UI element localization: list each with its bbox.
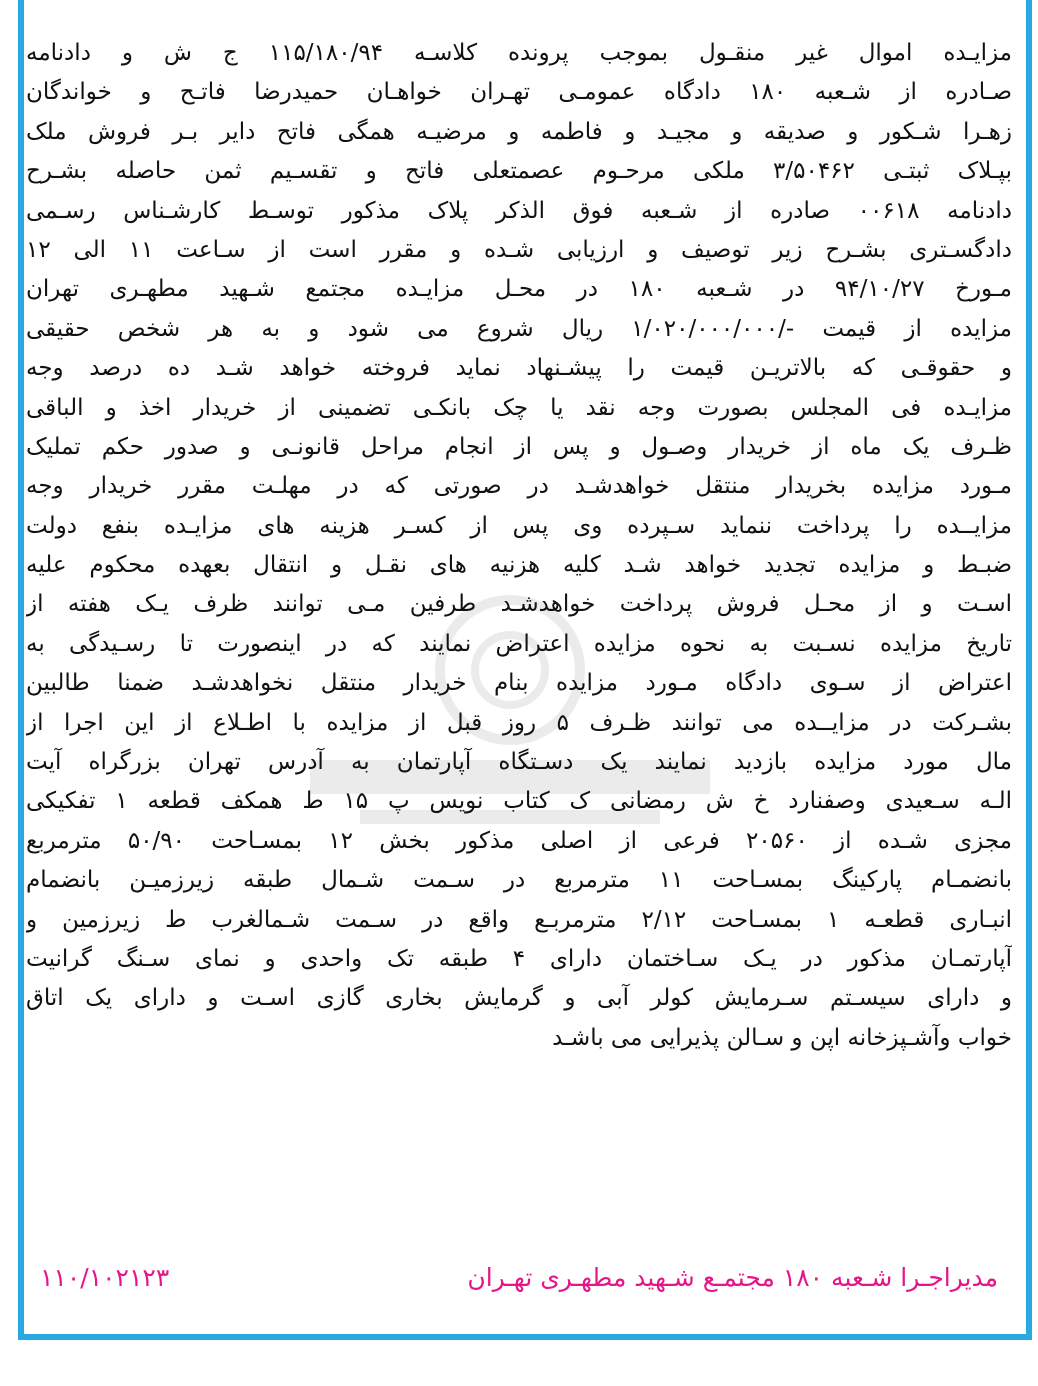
notice-line: بانضمـام پارکینگ بمسـاحت ۱۱ مترمربع در سـمت شـمال طبقه زیرزمیـن بانضمام <box>26 867 1012 894</box>
notice-line-last: خواب وآشـپزخانه اپن و سـالن پذیرایی می باشـد <box>552 1024 1012 1051</box>
notice-line: زهـرا شـکور و صدیقه و مجیـد و فاطمه و مرضیـه همگی فاتح دایر بـر فروش ملک <box>26 118 1012 145</box>
notice-line: مزایــده را پرداخت ننماید سـپرده وی پس از کسـر هزینه های مزایـده بنفع دولت <box>26 512 1012 539</box>
notice-line: مجزی شـده از ۲۰۵۶۰ فرعی از اصلی مذکور بخش ۱۲ بمسـاحت ۵۰/۹۰ مترمربع <box>26 827 1012 854</box>
notice-line: انبـاری قطعـه ۱ بمسـاحت ۲/۱۲ مترمربـع واقع در سـمت شـمالغرب ط زیرزمین و <box>26 906 1012 933</box>
notice-line: الـه سـعیدی وصفنارد خ ش رمضانی ک کتاب نویس پ ۱۵ ط همکف قطعه ۱ تفکیکی <box>26 788 1012 815</box>
notice-line: مال مورد مزایده بازدید نمایند یک دسـتگاه آپارتمان به آدرس تهران بزرگراه آیت <box>26 749 1012 776</box>
notice-line: و حقوقـی که بالاتریـن قیمت را پیشـنهاد نماید فروخته خواهد شـد ده درصد وجه <box>26 355 1012 382</box>
notice-line: تاریخ مزایده نسـبت به نحوه مزایده اعتراض نمایند که در اینصورت تا رسـیدگی به <box>26 630 1012 657</box>
notice-line: آپارتمـان مذکور در یـک سـاختمان دارای ۴ طبقه تک واحدی و نمای سـنگ گرانیت <box>26 945 1012 972</box>
notice-line: ضبـط و مزایده تجدید خواهد شـد کلیه هزنیه های نقـل و انتقال بعهده محکوم علیه <box>26 552 1012 579</box>
notice-line: اعتراض از سـوی دادگاه مـورد مزایده بنام خریدار منتقل نخواهدشـد ضمنا طالبین <box>26 670 1012 697</box>
notice-line: دادنامه ۰۰۶۱۸ صادره از شـعبه فوق الذکر پلاک مذکور توسـط کارشـناس رسـمی <box>26 197 1012 224</box>
notice-line: مزایده از قیمت -/۱/۰۲۰/۰۰۰/۰۰۰ ریال شروع می شود و به هر شخص حقیقی <box>26 315 1012 342</box>
notice-line: مزایـده اموال غیر منقـول بموجب پرونده کلاسـه ۱۱۵/۱۸۰/۹۴ ج ش و دادنامه <box>26 40 1012 66</box>
notice-line: مزایـده فی المجلس بصورت وجه نقد یا چک بانکـی تضمینی از خریدار اخذ و الباقی <box>26 394 1012 421</box>
notice-line: صـادره از شـعبه ۱۸۰ دادگاه عمومـی تهـران خواهـان حمیدرضا فاتـح و خواندگان <box>26 79 1012 106</box>
notice-line: بشـرکت در مزایــده می توانند ظـرف ۵ روز قبل از مزایده با اطـلاع از این اجرا از <box>26 709 1012 736</box>
notice-line: ظـرف یک ماه از خریدار وصـول و پس از انجام مراحل قانونـی و صدور حکم تملیک <box>26 433 1012 460</box>
notice-line: و دارای سیسـتم سـرمایش کولر آبی و گرمایش بخاری گازی اسـت و دارای یک اتاق <box>26 985 1012 1012</box>
notice-line: دادگسـتری بشـرح زیر توصیف و ارزیابی شـده و مقرر است از سـاعت ۱۱ الی ۱۲ <box>26 236 1012 263</box>
notice-line: مـورخ ۹۴/۱۰/۲۷ در شـعبه ۱۸۰ در محـل مزایـده مجتمع شـهید مطهـری تهران <box>26 276 1012 303</box>
notice-line: مـورد مزایده بخریدار منتقل خواهدشـد در صورتی که در مهلـت مقرر خریدار وجه <box>26 473 1012 500</box>
notice-body <box>26 34 1012 1058</box>
notice-line: بپـلاک ثبتـی ۳/۵۰۴۶۲ ملکی مرحـوم عصمتعلی فاتح و تقسـیم ثمن حاصله بشـرح <box>26 158 1012 185</box>
signature <box>40 1256 998 1300</box>
notice-code: ۱۱۰/۱۰۲۱۲۳ <box>40 1263 170 1292</box>
signature-title: مدیراجـرا شـعبه ۱۸۰ مجتمـع شـهید مطهـری تهـران <box>467 1263 998 1292</box>
notice-line: اسـت و از محـل فروش پرداخت خواهدشـد طرفین مـی توانند ظرف یـک هفته از <box>26 591 1012 618</box>
